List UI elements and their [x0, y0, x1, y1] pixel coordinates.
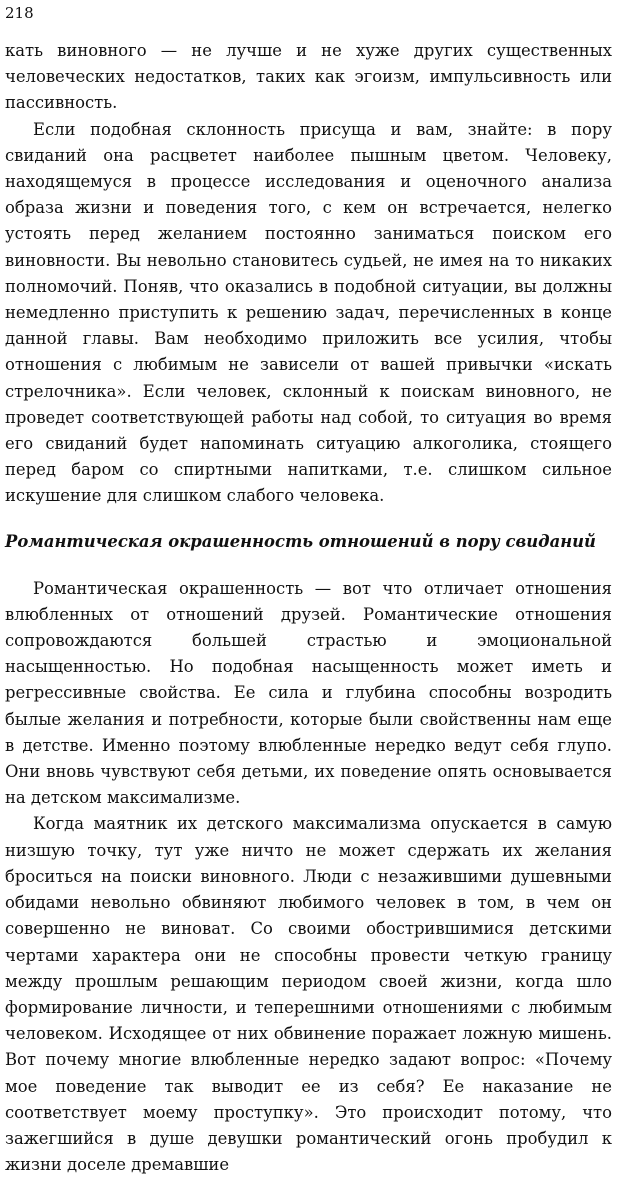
- section-heading: Романтическая окрашенность отношений в пору свиданий: [5, 531, 596, 551]
- section-blame: [5, 38, 612, 510]
- paragraph: Если подобная склонность присуща и вам, знайте: в пору свиданий она расцветет наиболее пышным цветом. Человеку, находящемуся в процессе исследования и оценочного анализа образа жизни и поведения того, с кем он встречается, нелегко устоять перед желанием постоянно заниматься поиском его виновности. Вы невольно становитесь судьей, не имея на то никаких полномочий. Поняв, что оказались в подобной ситуации, вы должны немедленно приступить к решению задач, перечисленных в конце данной главы. Вам необходимо приложить все усилия, чтобы отношения с любимым не зависели от вашей привычки «искать стрелочника». Если человек, склонный к поискам виновного, не проведет соответствующей работы над собой, то ситуация во время его свиданий будет напоминать ситуацию алкоголика, стоящего перед баром со спиртными напитками, т.е. слишком сильное искушение для слишком слабого человека.: [5, 119, 612, 506]
- section-romance: [5, 576, 612, 1178]
- paragraph: Романтическая окрашенность — вот что отличает отношения влюбленных от отношений друзей. Романтические отношения сопровождаются большей страстью и эмоциональной насыщенностью. Но подобная насыщенность может иметь и регрессивные свойства. Ее сила и глубина способны возродить былые желания и потребности, которые были свойственны нам еще в детстве. Именно поэтому влюбленные нередко ведут себя глупо. Они вновь чувствуют себя детьми, их поведение опять основывается на детском максимализме.: [5, 578, 612, 808]
- paragraph-continuation: кать виновного — не лучше и не хуже других существенных человеческих недостатков, таких как эгоизм, импульсивность или пассивность.: [5, 41, 612, 113]
- paragraph: Когда маятник их детского максимализма опускается в самую низшую точку, тут уже ничто не может сдержать их желания броситься на поиски виновного. Люди с незажившими душевными обидами невольно обвиняют любимого человек в том, в чем он совершенно не виноват. Со своими обострившимися детскими чертами характера они не способны провести четкую границу между прошлым решающим периодом своей жизни, когда шло формирование личности, и теперешними отношениями с любимым человеком. Исходящее от них обвинение поражает ложную мишень. Вот почему многие влюбленные нередко задают вопрос: «Почему мое поведение так выводит ее из себя? Ее наказание не соответствует моему проступку». Это происходит потому, что зажегшийся в душе девушки романтический огонь пробудил к жизни доселе дремавшие: [5, 814, 612, 1175]
- page-number: 218: [5, 4, 34, 22]
